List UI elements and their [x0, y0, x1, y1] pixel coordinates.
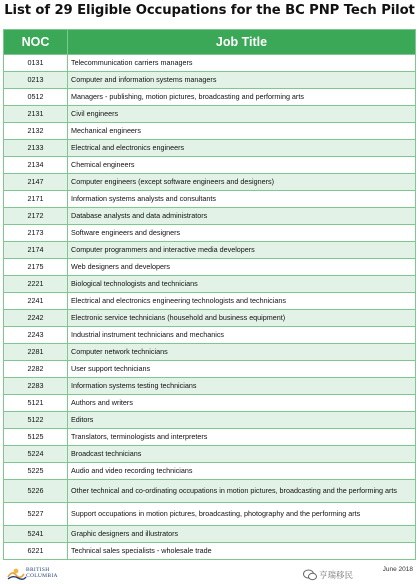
noc-code-cell: 2131	[4, 106, 68, 123]
table-row	[4, 174, 416, 191]
table-row	[4, 480, 416, 503]
table-row	[4, 310, 416, 327]
job-title-cell: Broadcast technicians	[68, 446, 416, 463]
noc-code-cell: 5241	[4, 526, 68, 543]
noc-code-cell: 5227	[4, 503, 68, 526]
job-title-cell: Technical sales specialists - wholesale trade	[68, 543, 416, 560]
noc-code-cell: 2132	[4, 123, 68, 140]
noc-code-cell: 2171	[4, 191, 68, 208]
noc-code-cell: 5224	[4, 446, 68, 463]
job-title-cell: Database analysts and data administrators	[68, 208, 416, 225]
watermark-text: 亨瑞移民	[319, 570, 354, 580]
table-row	[4, 123, 416, 140]
job-title-cell: Managers - publishing, motion pictures, broadcasting and performing arts	[68, 89, 416, 106]
table-row	[4, 344, 416, 361]
job-title-cell: Software engineers and designers	[68, 225, 416, 242]
job-title-cell: Electrical and electronics engineering technologists and technicians	[68, 293, 416, 310]
noc-code-cell: 5121	[4, 395, 68, 412]
job-title-cell: Telecommunication carriers managers	[68, 55, 416, 72]
job-title-cell: Information systems analysts and consultants	[68, 191, 416, 208]
table-row	[4, 225, 416, 242]
noc-code-cell: 0213	[4, 72, 68, 89]
job-title-cell: Information systems testing technicians	[68, 378, 416, 395]
noc-code-cell: 2283	[4, 378, 68, 395]
job-title-cell: Electronic service technicians (household and business equipment)	[68, 310, 416, 327]
table-row	[4, 327, 416, 344]
table-row	[4, 259, 416, 276]
job-title-cell: Web designers and developers	[68, 259, 416, 276]
table-row	[4, 412, 416, 429]
table-row	[4, 395, 416, 412]
noc-code-cell: 5122	[4, 412, 68, 429]
job-title-cell: Biological technologists and technicians	[68, 276, 416, 293]
noc-code-cell: 5225	[4, 463, 68, 480]
table-row	[4, 526, 416, 543]
job-title-cell: Computer network technicians	[68, 344, 416, 361]
noc-code-cell: 2172	[4, 208, 68, 225]
job-title-cell: Graphic designers and illustrators	[68, 526, 416, 543]
noc-code-cell: 2243	[4, 327, 68, 344]
job-title-cell: Editors	[68, 412, 416, 429]
table-row	[4, 293, 416, 310]
noc-code-cell: 2133	[4, 140, 68, 157]
logo-line-2: COLUMBIA	[26, 572, 58, 579]
noc-code-cell: 2241	[4, 293, 68, 310]
noc-code-cell: 6221	[4, 543, 68, 560]
table-row	[4, 543, 416, 560]
noc-code-cell: 2147	[4, 174, 68, 191]
job-title-cell: Audio and video recording technicians	[68, 463, 416, 480]
noc-code-cell: 2175	[4, 259, 68, 276]
table-row	[4, 242, 416, 259]
header-noc: NOC	[4, 30, 68, 55]
noc-code-cell: 2173	[4, 225, 68, 242]
noc-code-cell: 2221	[4, 276, 68, 293]
logo-line-1: BRITISH	[26, 567, 50, 573]
table-row	[4, 276, 416, 293]
table-row	[4, 446, 416, 463]
job-title-cell: Support occupations in motion pictures, broadcasting, photography and the performing arts	[68, 503, 416, 526]
job-title-cell: Electrical and electronics engineers	[68, 140, 416, 157]
job-title-cell: Computer programmers and interactive media developers	[68, 242, 416, 259]
noc-code-cell: 2242	[4, 310, 68, 327]
job-title-cell: Translators, terminologists and interpreters	[68, 429, 416, 446]
table-row	[4, 72, 416, 89]
job-title-cell: Civil engineers	[68, 106, 416, 123]
noc-code-cell: 5125	[4, 429, 68, 446]
job-title-cell: Mechanical engineers	[68, 123, 416, 140]
table-row	[4, 106, 416, 123]
job-title-cell: Authors and writers	[68, 395, 416, 412]
job-title-cell: Industrial instrument technicians and mechanics	[68, 327, 416, 344]
noc-code-cell: 2281	[4, 344, 68, 361]
wechat-icon	[303, 569, 317, 581]
noc-code-cell: 0131	[4, 55, 68, 72]
noc-code-cell: 5226	[4, 480, 68, 503]
job-title-cell: Chemical engineers	[68, 157, 416, 174]
page-title: List of 29 Eligible Occupations for the BC PNP Tech Pilot	[4, 3, 415, 18]
table-row	[4, 378, 416, 395]
noc-code-cell: 0512	[4, 89, 68, 106]
table-row	[4, 503, 416, 526]
noc-code-cell: 2134	[4, 157, 68, 174]
table-header-row	[4, 30, 416, 55]
table-row	[4, 361, 416, 378]
job-title-cell: User support technicians	[68, 361, 416, 378]
table-row	[4, 140, 416, 157]
table-row	[4, 429, 416, 446]
header-job-title: Job Title	[68, 30, 416, 55]
table-row	[4, 191, 416, 208]
occupations-table	[3, 29, 416, 560]
job-title-cell: Computer engineers (except software engineers and designers)	[68, 174, 416, 191]
table-row	[4, 55, 416, 72]
table-row	[4, 463, 416, 480]
bc-logo-text	[26, 568, 58, 580]
noc-code-cell: 2174	[4, 242, 68, 259]
noc-code-cell: 2282	[4, 361, 68, 378]
table-row	[4, 89, 416, 106]
job-title-cell: Computer and information systems managers	[68, 72, 416, 89]
job-title-cell: Other technical and co-ordinating occupations in motion pictures, broadcasting and the performing arts	[68, 480, 416, 503]
table-row	[4, 157, 416, 174]
date-label: June 2018	[382, 566, 413, 573]
table-row	[4, 208, 416, 225]
